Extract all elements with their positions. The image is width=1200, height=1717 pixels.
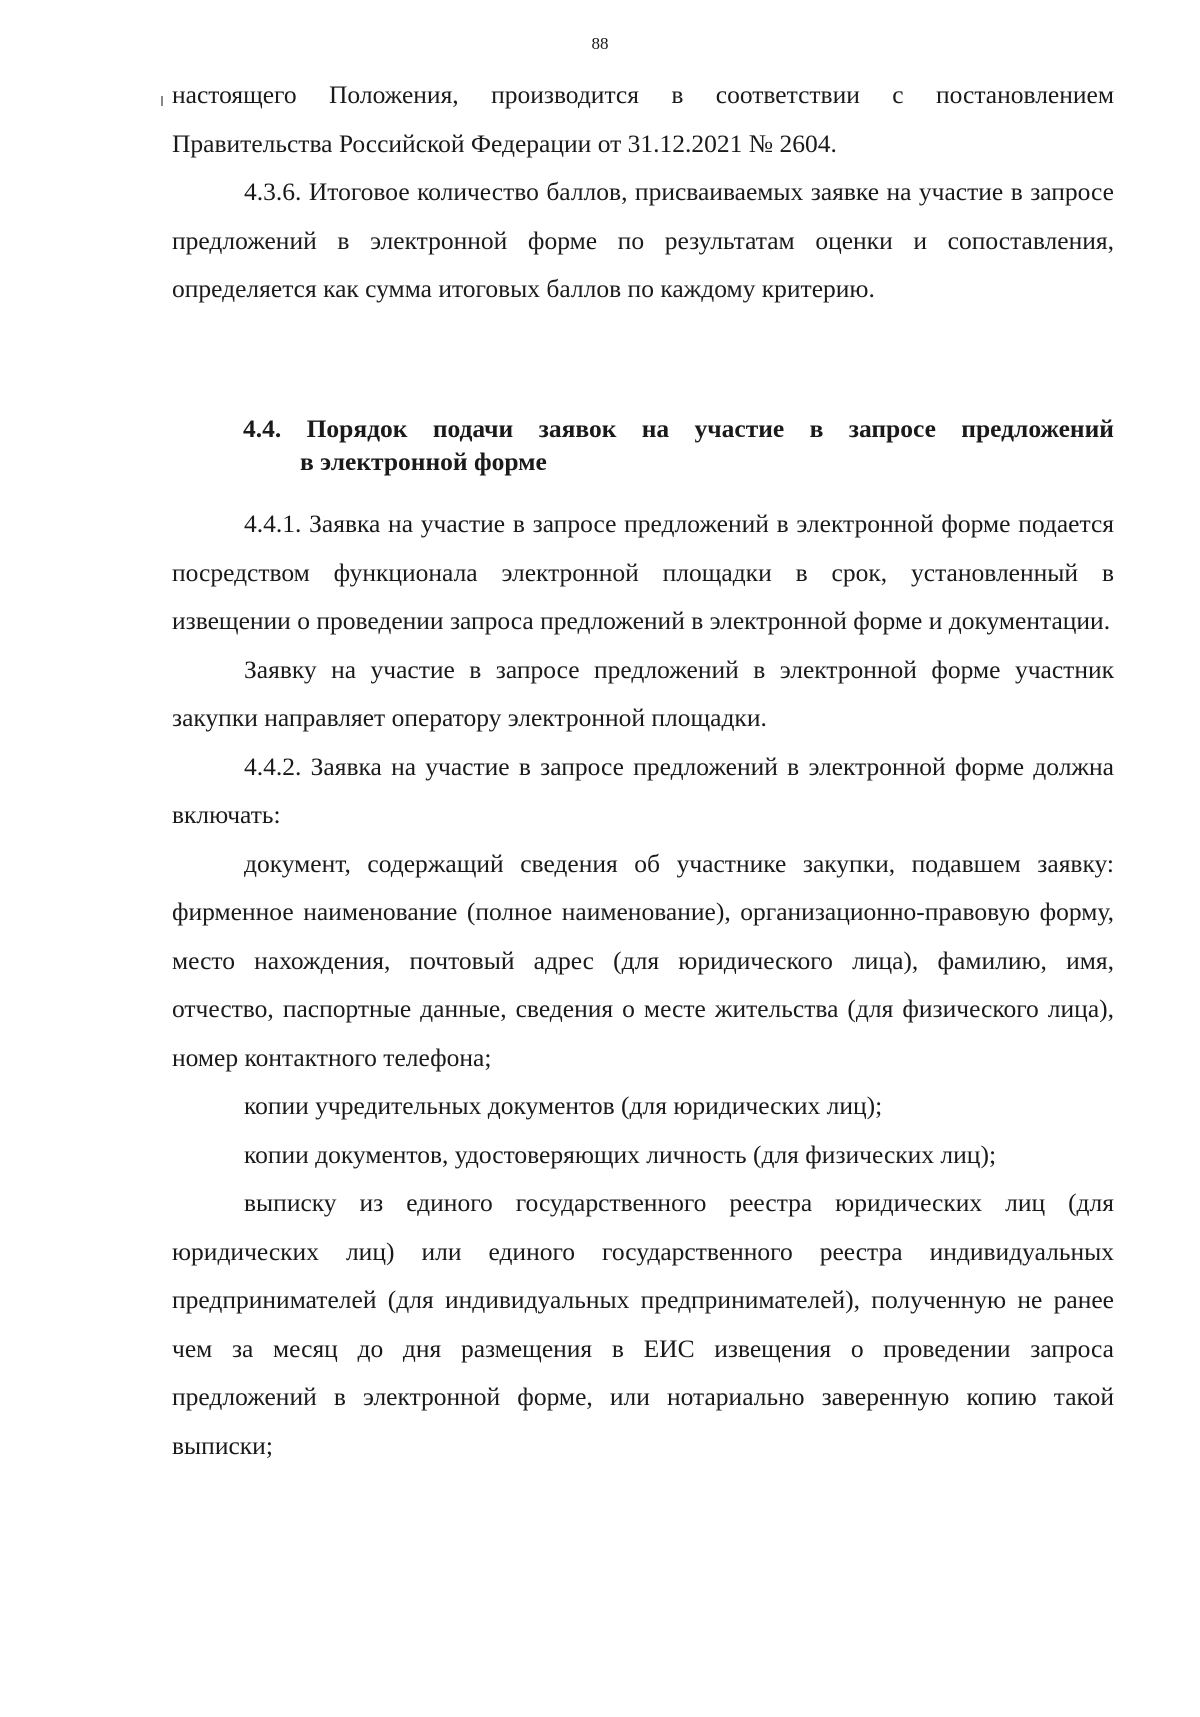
section-heading-4-4 (243, 412, 1114, 478)
paragraph-4-4-1-submission: Заявку на участие в запросе предложений в электронной форме участник закупки направляет оператору электронной площадки. (172, 654, 1114, 732)
section-heading-line-1: 4.4. Порядок подачи заявок на участие в запросе предложений (243, 414, 1114, 443)
margin-mark (161, 96, 163, 106)
list-item-identity-copies: копии документов, удостоверяющих личность (для физических лиц); (244, 1139, 997, 1169)
list-item-participant-info: документ, содержащий сведения об участнике закупки, подавшем заявку: фирменное наименование (полное наименование), организационно-правовую форму, место нахождения, почтовый адрес (для юридического лица), фамилию, имя, отчество, паспортные данные, сведения о месте жительства (для физического лица), номер контактного телефона; (172, 848, 1114, 1072)
list-item-charter-copies: копии учредительных документов (для юридических лиц); (244, 1091, 883, 1120)
page-number: 88 (591, 34, 609, 53)
bottom-text-block (172, 500, 1114, 1470)
paragraph-4-4-1: 4.4.1. Заявка на участие в запросе предложений в электронной форме подается посредством функционала электронной площадки в срок, установленный в извещении о проведении запроса предложений в электронной форме и документации. (172, 509, 1114, 635)
top-text-block (172, 71, 1114, 314)
section-heading-line-2: в электронной форме (300, 447, 547, 476)
list-item-registry-extract: выписку из единого государственного реестра юридических лиц (для юридических лиц) или единого государственного реестра индивидуальных предпринимателей (для индивидуальных предпринимателей), полученную не ранее чем за месяц до дня размещения в ЕИС извещения о проведении запроса предложений в электронной форме, или нотариально заверенную копию такой выписки; (172, 1188, 1114, 1460)
paragraph-continuation: настоящего Положения, производится в соответствии с постановлением Правительства Российской Федерации от 31.12.2021 № 2604. (172, 80, 1114, 158)
paragraph-4-4-2: 4.4.2. Заявка на участие в запросе предложений в электронной форме должна включать: (172, 751, 1114, 829)
paragraph-4-3-6: 4.3.6. Итоговое количество баллов, присваиваемых заявке на участие в запросе предложений в электронной форме по результатам оценки и сопоставления, определяется как сумма итоговых баллов по каждому критерию. (172, 177, 1114, 303)
